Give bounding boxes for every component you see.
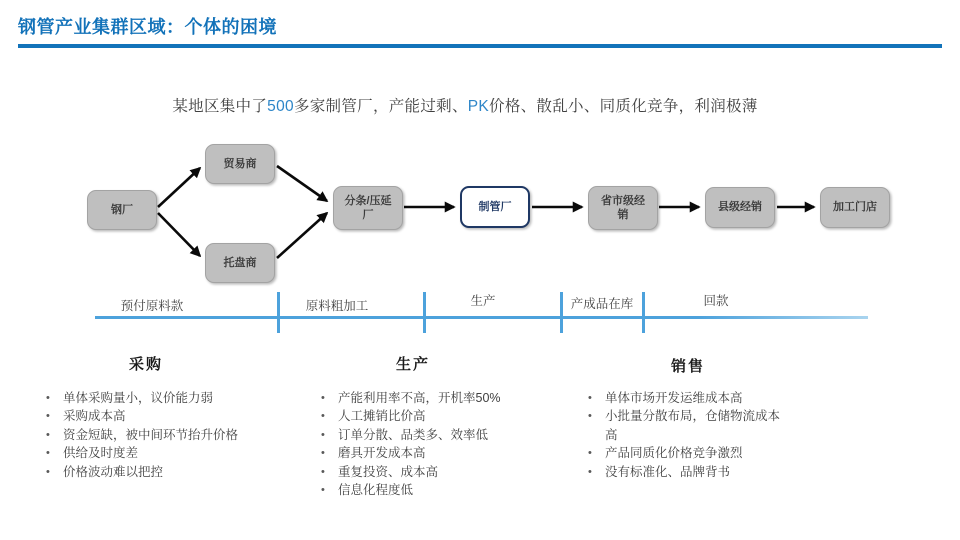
phase-label-collection: 回款 <box>703 294 729 308</box>
title-divider <box>18 44 942 48</box>
node-label: 省市级经销 <box>601 194 645 221</box>
subtitle-text: 价格、散乱小、同质化竞争，利润极薄 <box>489 98 758 115</box>
bullet-dot: • <box>588 410 592 423</box>
node-label: 贸易商 <box>223 157 257 170</box>
phase-label-production: 生产 <box>470 294 496 308</box>
list-item-text: 供给及时度差 <box>63 446 139 461</box>
list-item-text: 产品同质化价格竞争激烈 <box>605 446 743 461</box>
list-item-text: 价格波动难以把控 <box>63 464 164 479</box>
bullet-dot: • <box>321 410 325 423</box>
sales-list <box>588 389 788 481</box>
list-item-text: 信息化程度低 <box>338 483 414 498</box>
subtitle-text: 某地区集中了 <box>172 98 268 115</box>
flow-node-pipe-factory <box>460 186 530 228</box>
list-item-text: 单体采购量小，议价能力弱 <box>63 391 214 405</box>
list-item-text: 磨具开发成本高 <box>338 446 426 461</box>
arrow-pallet-to-slitting <box>277 213 327 258</box>
phase-label-rough-processing: 原料粗加工 <box>305 299 369 313</box>
bullet-dot: • <box>588 465 592 478</box>
phase-label-inventory: 产成品在库 <box>570 297 634 311</box>
bullet-dot: • <box>321 428 325 441</box>
list-item <box>588 463 788 481</box>
timeline-divider <box>423 292 426 333</box>
node-label: 钢厂 <box>111 203 133 216</box>
bullet-dot: • <box>46 428 50 441</box>
node-label: 加工门店 <box>833 201 877 214</box>
bullet-dot: • <box>46 392 50 404</box>
list-item <box>321 463 581 481</box>
arrow-steel-to-pallet <box>158 213 200 256</box>
list-item-text: 没有标准化、品牌背书 <box>605 464 731 479</box>
bullet-dot: • <box>46 447 50 460</box>
list-item <box>321 444 581 462</box>
flow-node-county-distributor <box>705 187 775 228</box>
list-item-text: 采购成本高 <box>63 409 126 424</box>
subtitle-highlight-pk: PK <box>467 98 490 115</box>
list-item <box>321 407 581 425</box>
bullet-dot: • <box>321 392 325 404</box>
timeline-divider <box>560 292 563 333</box>
list-item <box>46 426 306 444</box>
list-item-text: 订单分散、品类多、效率低 <box>338 427 489 442</box>
list-item <box>321 481 581 499</box>
bullet-dot: • <box>588 392 592 404</box>
list-item <box>588 389 788 407</box>
bullet-dot: • <box>321 484 325 497</box>
arrow-steel-to-trader <box>158 168 200 207</box>
flow-node-steel-mill <box>87 190 157 230</box>
list-item <box>46 389 306 407</box>
phase-label-prepayment: 预付原料款 <box>120 299 184 313</box>
flow-node-pallet-trader <box>205 243 275 283</box>
section-title-production: 生产 <box>395 355 431 373</box>
node-label: 制管厂 <box>478 200 512 213</box>
list-item-text: 小批量分散布局，仓储物流成本高 <box>605 409 781 442</box>
bullet-dot: • <box>46 410 50 423</box>
subtitle <box>172 94 757 116</box>
list-item <box>46 444 306 462</box>
timeline-divider <box>642 292 645 333</box>
subtitle-highlight-500: 500 <box>267 98 294 115</box>
bullet-dot: • <box>321 447 325 460</box>
list-item <box>588 444 788 462</box>
flow-node-slitting-mill <box>333 186 403 230</box>
page-title: 钢管产业集群区域：个体的困境 <box>18 17 277 37</box>
node-label: 托盘商 <box>223 256 257 269</box>
flow-node-provincial-distributor <box>588 186 658 230</box>
section-title-sales: 销售 <box>670 357 706 375</box>
node-label: 县级经销 <box>718 201 762 214</box>
list-item-text: 重复投资、成本高 <box>338 464 439 479</box>
list-item <box>321 389 581 407</box>
list-item-text: 资金短缺，被中间环节抬升价格 <box>63 427 239 442</box>
bullet-dot: • <box>321 465 325 478</box>
list-item-text: 单体市场开发运维成本高 <box>605 391 743 405</box>
timeline-divider <box>277 292 280 333</box>
node-label: 分条/压延厂 <box>344 194 392 221</box>
list-item-text: 产能利用率不高，开机率50% <box>338 391 501 405</box>
procurement-list <box>46 389 306 481</box>
bullet-dot: • <box>46 465 50 478</box>
bullet-dot: • <box>588 447 592 460</box>
list-item-text: 人工摊销比价高 <box>338 409 426 424</box>
subtitle-text: 多家制管厂，产能过剩、 <box>293 98 468 115</box>
flow-node-trader <box>205 144 275 184</box>
list-item <box>46 407 306 425</box>
timeline-axis <box>95 316 868 319</box>
list-item <box>46 463 306 481</box>
section-title-procurement: 采购 <box>128 355 164 373</box>
arrow-trader-to-slitting <box>277 166 327 201</box>
flow-node-processing-store <box>820 187 890 228</box>
list-item <box>588 407 788 444</box>
list-item <box>321 426 581 444</box>
production-list <box>321 389 581 499</box>
